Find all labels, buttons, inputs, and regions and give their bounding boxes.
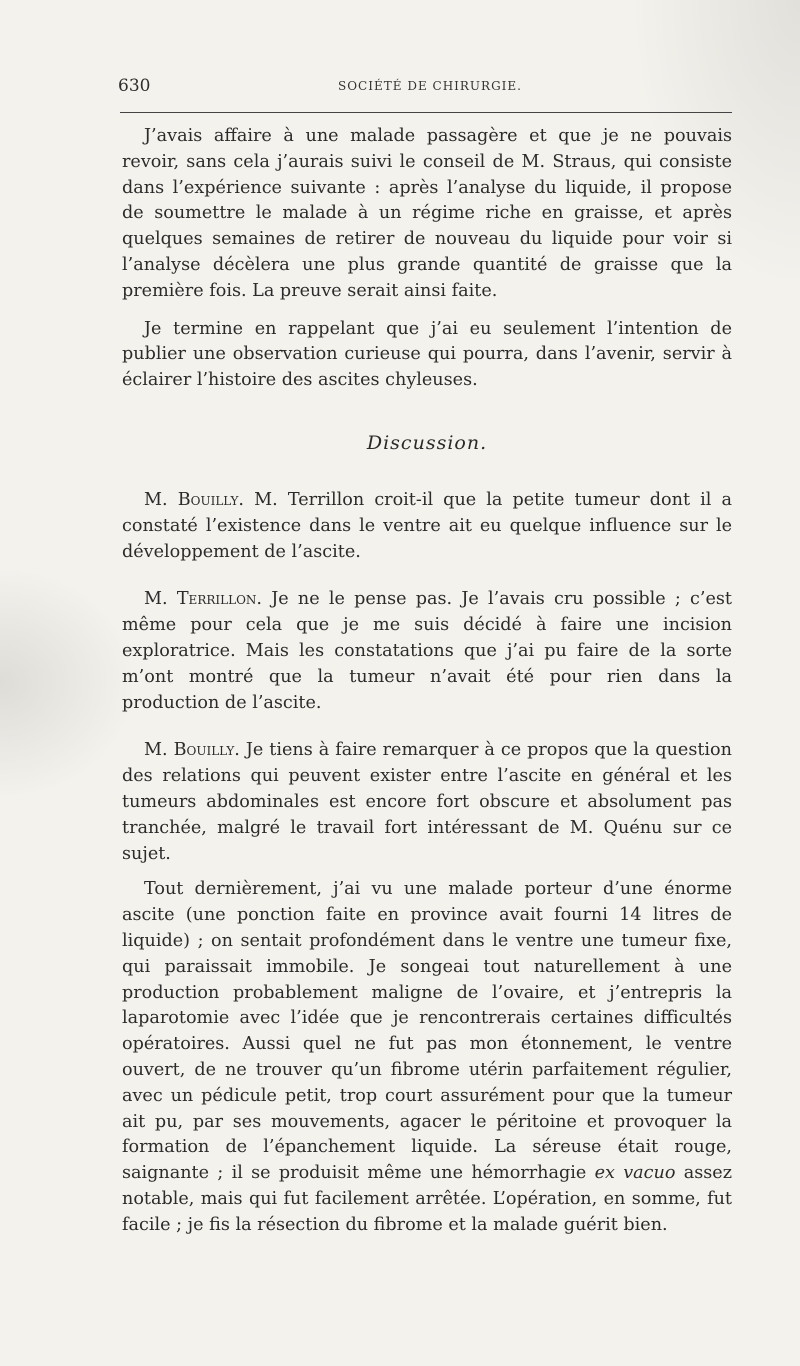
speaker-name: M. Bouilly. (144, 489, 245, 510)
speech-text: Je tiens à faire remarquer à ce propos que la question des relations qui peuvent exister entre l’ascite en général et les tumeurs abdominales est encore fort obscure et absolument pas tranchée, malgré le travail fort intéressant de M. Quénu sur ce sujet. (122, 740, 732, 864)
page-header (118, 76, 728, 100)
header-rule (120, 112, 732, 113)
discussion-entry-2 (122, 587, 732, 716)
discussion-entry-3 (122, 738, 732, 867)
latin-phrase: ex vacuo (594, 1163, 676, 1184)
final-paragraph-text-1: Tout dernièrement, j’ai vu une malade porteur d’une énorme ascite (une ponction faite en province avait fourni 14 litres de liquide) ; on sentait profondément dans le ventre une tumeur fixe, qui paraissait immobile. Je songeai tout naturellement à une production probablement maligne de l’ovaire, et j’entrepris la laparotomie avec l’idée que je rencontrerais certaines difficultés opératoires. Aussi quel ne fut pas mon étonnement, le ventre ouvert, de ne trouver qu’un fibrome utérin parfaitement régulier, avec un pédicule petit, trop court assurément pour que la tumeur ait pu, par ses mouvements, agacer le péritoine et provoquer la formation de l’épanchement liquide. La séreuse était rouge, saignante ; il se produisit même une hémorrhagie (122, 879, 732, 1184)
final-paragraph (122, 877, 732, 1238)
section-title: Discussion. (366, 431, 488, 454)
page-number: 630 (118, 76, 151, 96)
paragraph-1: J’avais affaire à une malade passagère et que je ne pouvais revoir, sans cela j’aurais suivi le conseil de M. Straus, qui consiste dans l’expérience suivante : après l’analyse du liquide, il propose de soumettre le malade à un régime riche en graisse, et après quelques semaines de retirer de nouveau du liquide pour voir si l’analyse décèlera une plus grande quantité de graisse que la première fois. La preuve serait ainsi faite. (122, 126, 732, 301)
speaker-name: M. Bouilly. (144, 740, 240, 761)
final-paragraph-text-2: assez notable, mais qui fut facilement arrêtée. L’opération, en somme, fut facile ; je fis la résection du fibrome et la malade guérit bien. (122, 1163, 732, 1235)
speech-text: M. Terrillon croit-il que la petite tumeur dont il a constaté l’existence dans le ventre ait eu quelque influence sur le développement de l’ascite. (122, 489, 732, 562)
body-text (122, 120, 732, 1238)
paragraph-2: Je termine en rappelant que j’ai eu seulement l’intention de publier une observation curieuse qui pourra, dans l’avenir, servir à éclairer l’histoire des ascites chyleuses. (122, 318, 732, 391)
running-head: SOCIÉTÉ DE CHIRURGIE. (338, 79, 522, 93)
discussion-entry-1 (122, 488, 732, 565)
speaker-name: M. Terrillon. (144, 589, 262, 610)
speech-text: Je ne le pense pas. Je l’avais cru possible ; c’est même pour cela que je me suis décidé à faire une incision exploratrice. Mais les constatations que j’ai pu faire de la sorte m’ont montré que la tumeur n’avait été pour rien dans la production de l’ascite. (122, 589, 732, 713)
